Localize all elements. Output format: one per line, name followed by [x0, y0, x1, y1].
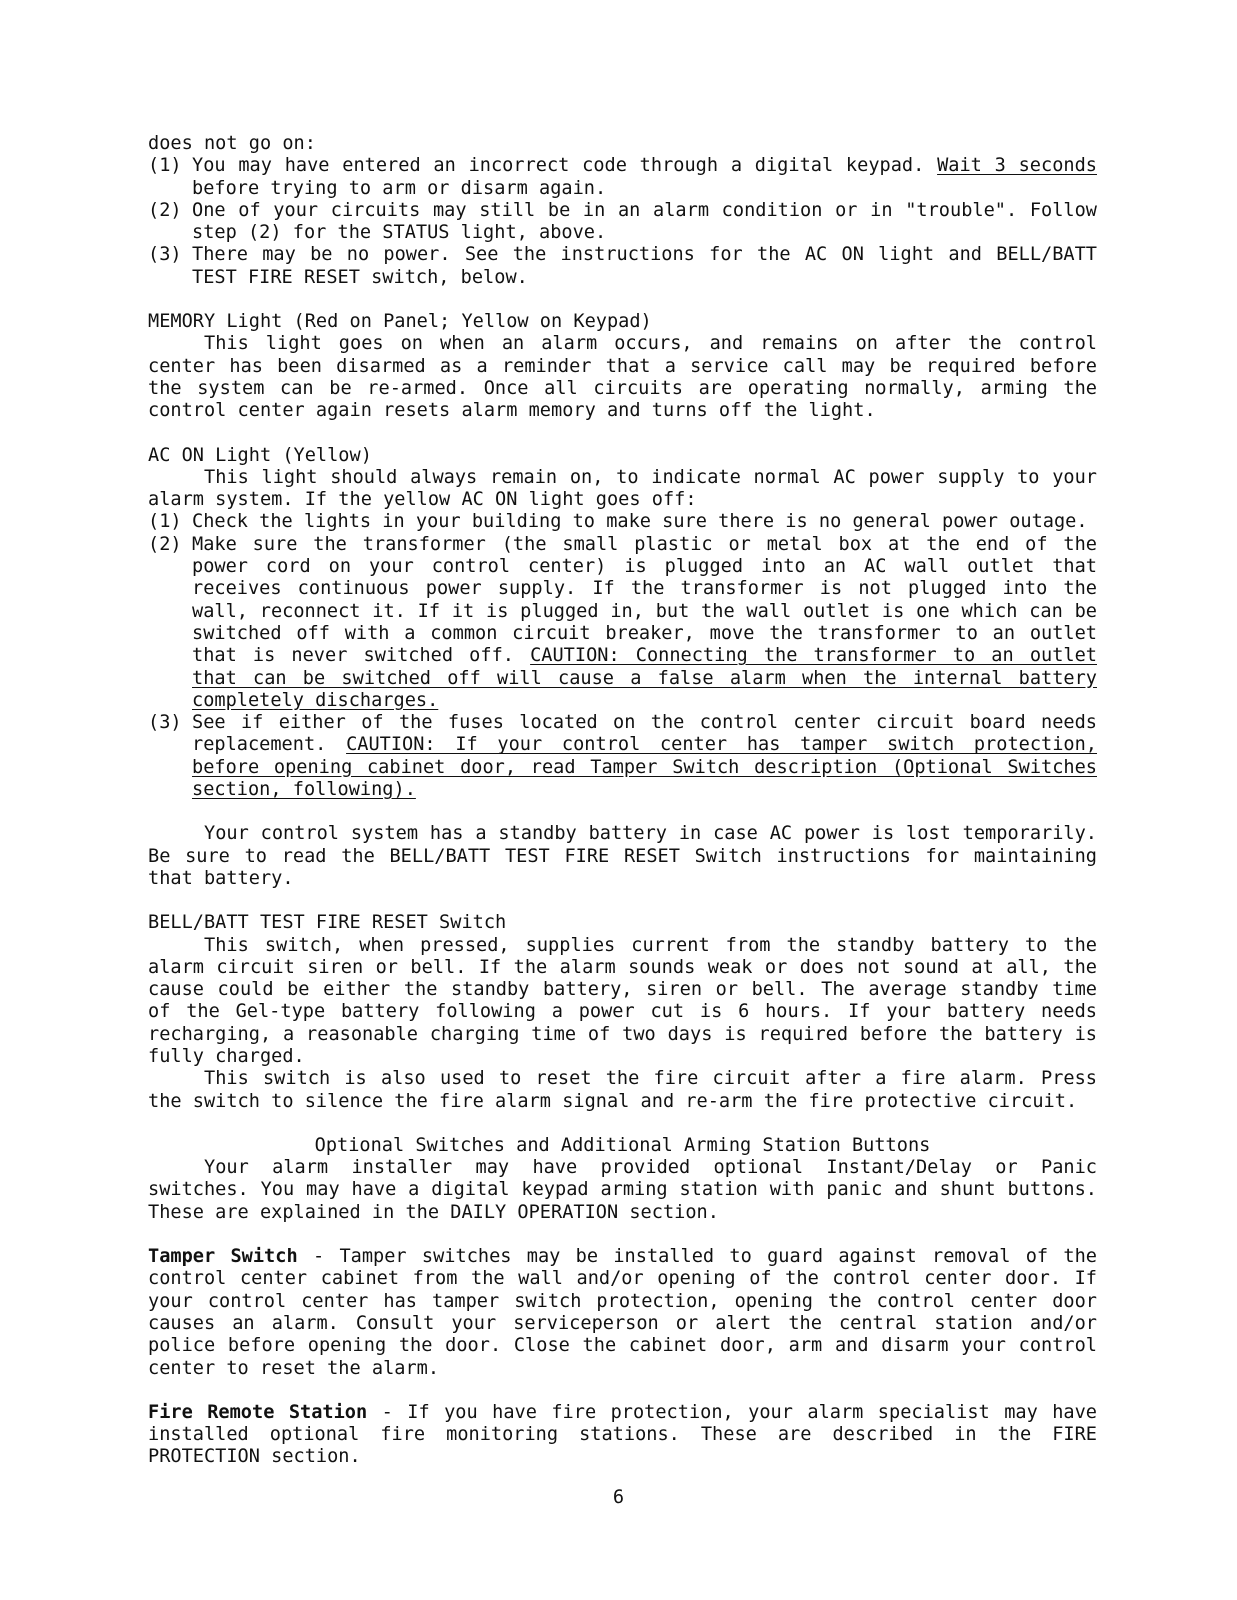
intro-section	[148, 133, 1097, 289]
caution-text: CAUTION: If your control center has tamper switch protection, before opening cabinet door, read Tamper Switch description (Optional Switches section, following).	[192, 734, 1098, 801]
tamper-section	[148, 1246, 1097, 1380]
emphasis-text: Wait 3 seconds	[937, 155, 1097, 177]
page-number: 6	[612, 1487, 625, 1508]
item-number: (2)	[148, 533, 182, 555]
section-body: - Tamper switches may be installed to guard against removal of the control center cabinet from the wall and/or opening of the control center door. If your control center has tamper switch protection, opening the control center door causes an alarm. Consult your serviceperson or alert the central station and/or police before opening the door. Close the cabinet door, arm and disarm your control center to reset the alarm.	[148, 1246, 1097, 1379]
section-heading: MEMORY Light (Red on Panel; Yellow on Keypad)	[148, 311, 652, 333]
item-text: Make sure the transformer (the small plastic or metal box at the end of the power cord on your control center) is plugged into an AC wall outlet that receives continuous power supply. If the transformer is not plugged into the wall, reconnect it. If it is plugged in, but the wall outlet is one which can be switched off with a common circuit breaker, move the transformer to an outlet that is never switched off.	[192, 533, 1097, 667]
fire-remote-section	[148, 1402, 1097, 1469]
term-label: Tamper Switch	[148, 1246, 298, 1268]
section-body-2: This switch is also used to reset the fire circuit after a fire alarm. Press the switch to silence the fire alarm signal and re-arm the fire protective circuit.	[148, 1068, 1097, 1112]
item-text-tail: before trying to arm or disarm again.	[192, 177, 607, 199]
optional-section	[148, 1135, 1097, 1224]
item-text: See if either of the fuses located on the control center circuit board needs replacement.	[192, 712, 1097, 756]
section-body: This light should always remain on, to indicate normal AC power supply to your alarm system. If the yellow AC ON light goes off:	[148, 466, 1097, 511]
item-text: One of your circuits may still be in an alarm condition or in "trouble". Follow step (2) for the STATUS light, above.	[192, 199, 1097, 244]
item-number: (3)	[148, 712, 182, 734]
section-body: This switch, when pressed, supplies current from the standby battery to the alarm circuit siren or bell. If the alarm sounds weak or does not sound at all, the cause could be either the standby battery, siren or bell. The average standby time of the Gel-type battery following a power cut is 6 hours. If your battery needs recharging, a reasonable charging time of two days is required before the battery is fully charged.	[148, 934, 1097, 1067]
term-label: Fire Remote Station	[148, 1401, 368, 1423]
item-number: (2)	[148, 199, 182, 221]
item-text: There may be no power. See the instructions for the AC ON light and BELL/BATT TEST FIRE RESET switch, below.	[192, 244, 1097, 288]
memory-section	[148, 311, 1097, 422]
section-body: This light goes on when an alarm occurs, and remains on after the control center has been disarmed as a reminder that a service call may be required before the system can be re-armed. Once all circuits are operating normally, arming the control center again resets alarm memory and turns off the light.	[148, 333, 1097, 422]
ac-on-section	[148, 445, 1097, 802]
standby-section	[148, 823, 1097, 890]
item-number: (3)	[148, 244, 182, 266]
section-body: Your alarm installer may have provided optional Instant/Delay or Panic switches. You may have a digital keypad arming station with panic and shunt buttons. These are explained in the DAILY OPERATION section.	[148, 1157, 1097, 1223]
ac-item-2	[148, 534, 1097, 712]
section-body: Your control system has a standby battery in case AC power is lost temporarily. Be sure to read the BELL/BATT TEST FIRE RESET Switch instructions for maintaining that battery.	[148, 823, 1097, 889]
item-text: You may have entered an incorrect code through a digital keypad.	[192, 155, 925, 177]
ac-item-1	[148, 511, 1097, 533]
intro-item-2	[148, 200, 1097, 245]
intro-lead: does not go on:	[148, 133, 316, 154]
item-number: (1)	[148, 511, 182, 533]
section-heading: AC ON Light (Yellow)	[148, 444, 372, 466]
section-heading: BELL/BATT TEST FIRE RESET Switch	[148, 912, 507, 934]
section-heading: Optional Switches and Additional Arming Station Buttons	[314, 1134, 931, 1156]
item-text: Check the lights in your building to make sure there is no general power outage.	[192, 511, 1088, 533]
caution-text: CAUTION: Connecting the transformer to an outlet that can be switched off will cause a false alarm when the internal battery completely discharges.	[192, 645, 1097, 711]
intro-item-3	[148, 244, 1097, 289]
item-number: (1)	[148, 155, 182, 177]
intro-item-1	[148, 155, 1097, 200]
bell-section	[148, 912, 1097, 1113]
ac-item-3	[148, 712, 1097, 801]
section-body: - If you have fire protection, your alarm specialist may have installed optional fire monitoring stations. These are described in the FIRE PROTECTION section.	[148, 1401, 1097, 1468]
